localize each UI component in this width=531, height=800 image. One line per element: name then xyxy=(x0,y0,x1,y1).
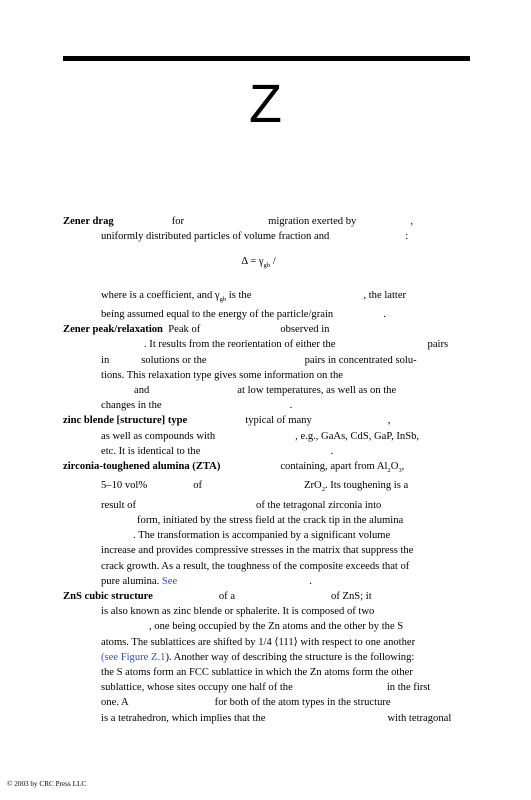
figure-z1-link[interactable]: see Figure Z.1 xyxy=(104,651,166,663)
entry-zns: ZnS cubic structure of a of ZnS; it xyxy=(63,590,372,602)
glossary-content: Zener drag for migration exerted by , uniformly distributed particles of volume fraction and : $\Delta = \gamma_{gb}$ / where is a coefficient, and $\gamma_{gb}$ is the , the latter being assumed equal to the energy of the particle/grain . Zener peak/relaxation Peak of observed in . It results from the reorientation of either the pairs in solutions or the pairs in concentrated solu- tions. This relaxation type gives some information on the and at low temperatures, as well as on the changes in the . zinc blende [structure] type typical of many , as well as compounds with , e.g., GaAs, CdS, GaP, InSb, etc. It is identical to the . zirconia-toughened alumina (ZTA) containing, apart from $Al_2O_3$, 5–10 vol% of ZrO$_2$. Its toughening is a result of of the tetragonal zirconia into form, initiated by the stress field at the crack tip in the alumina . The transformation is accompanied by a significant volume increase and provides compressive stresses in the matrix that suppress the crack growth. As a result, the toughness of the composite exceeds that of pure alumina. See . ZnS cubic structure of a of ZnS; it is also known as zinc blende or sphalerite. It is composed of two , one being occupied by the Zn atoms and the other by the S atoms. The sublattices are shifted by 1/4 ⟨111⟩ with respect to one another (see Figure Z.1). Another way of describing the structure is the following: the S atoms form an FCC sublattice in which the Zn atoms form the other sublattice, whose sites occupy one half of the in the first one. A for both of the atom types in the structure is a tetrahedron, which implies that the with tetragonal xyxy=(63,214,454,726)
entry-zener-drag: Zener drag for migration exerted by , xyxy=(63,216,413,227)
section-letter: Z xyxy=(249,74,282,134)
term-zener-drag: Zener drag xyxy=(63,216,114,227)
term-zta: zirconia-toughened alumina (ZTA) xyxy=(63,461,221,473)
zener-drag-equation: $\Delta = \gamma_{gb}$ / xyxy=(241,256,276,270)
term-zinc-blende: zinc blende [structure] type xyxy=(63,415,188,427)
term-zener-peak: Zener peak/relaxation xyxy=(63,324,163,336)
entry-zener-peak: Zener peak/relaxation Peak of observed in xyxy=(63,324,330,336)
entry-zta: zirconia-toughened alumina (ZTA) containing, apart from $Al_2O_3$, xyxy=(63,461,405,475)
see-link[interactable]: See xyxy=(161,575,178,587)
term-zns: ZnS cubic structure xyxy=(63,590,153,602)
entry-zinc-blende: zinc blende [structure] type typical of many , xyxy=(63,415,391,427)
copyright-footer: © 2003 by CRC Press LLC xyxy=(7,780,87,788)
header-rule xyxy=(63,56,470,61)
